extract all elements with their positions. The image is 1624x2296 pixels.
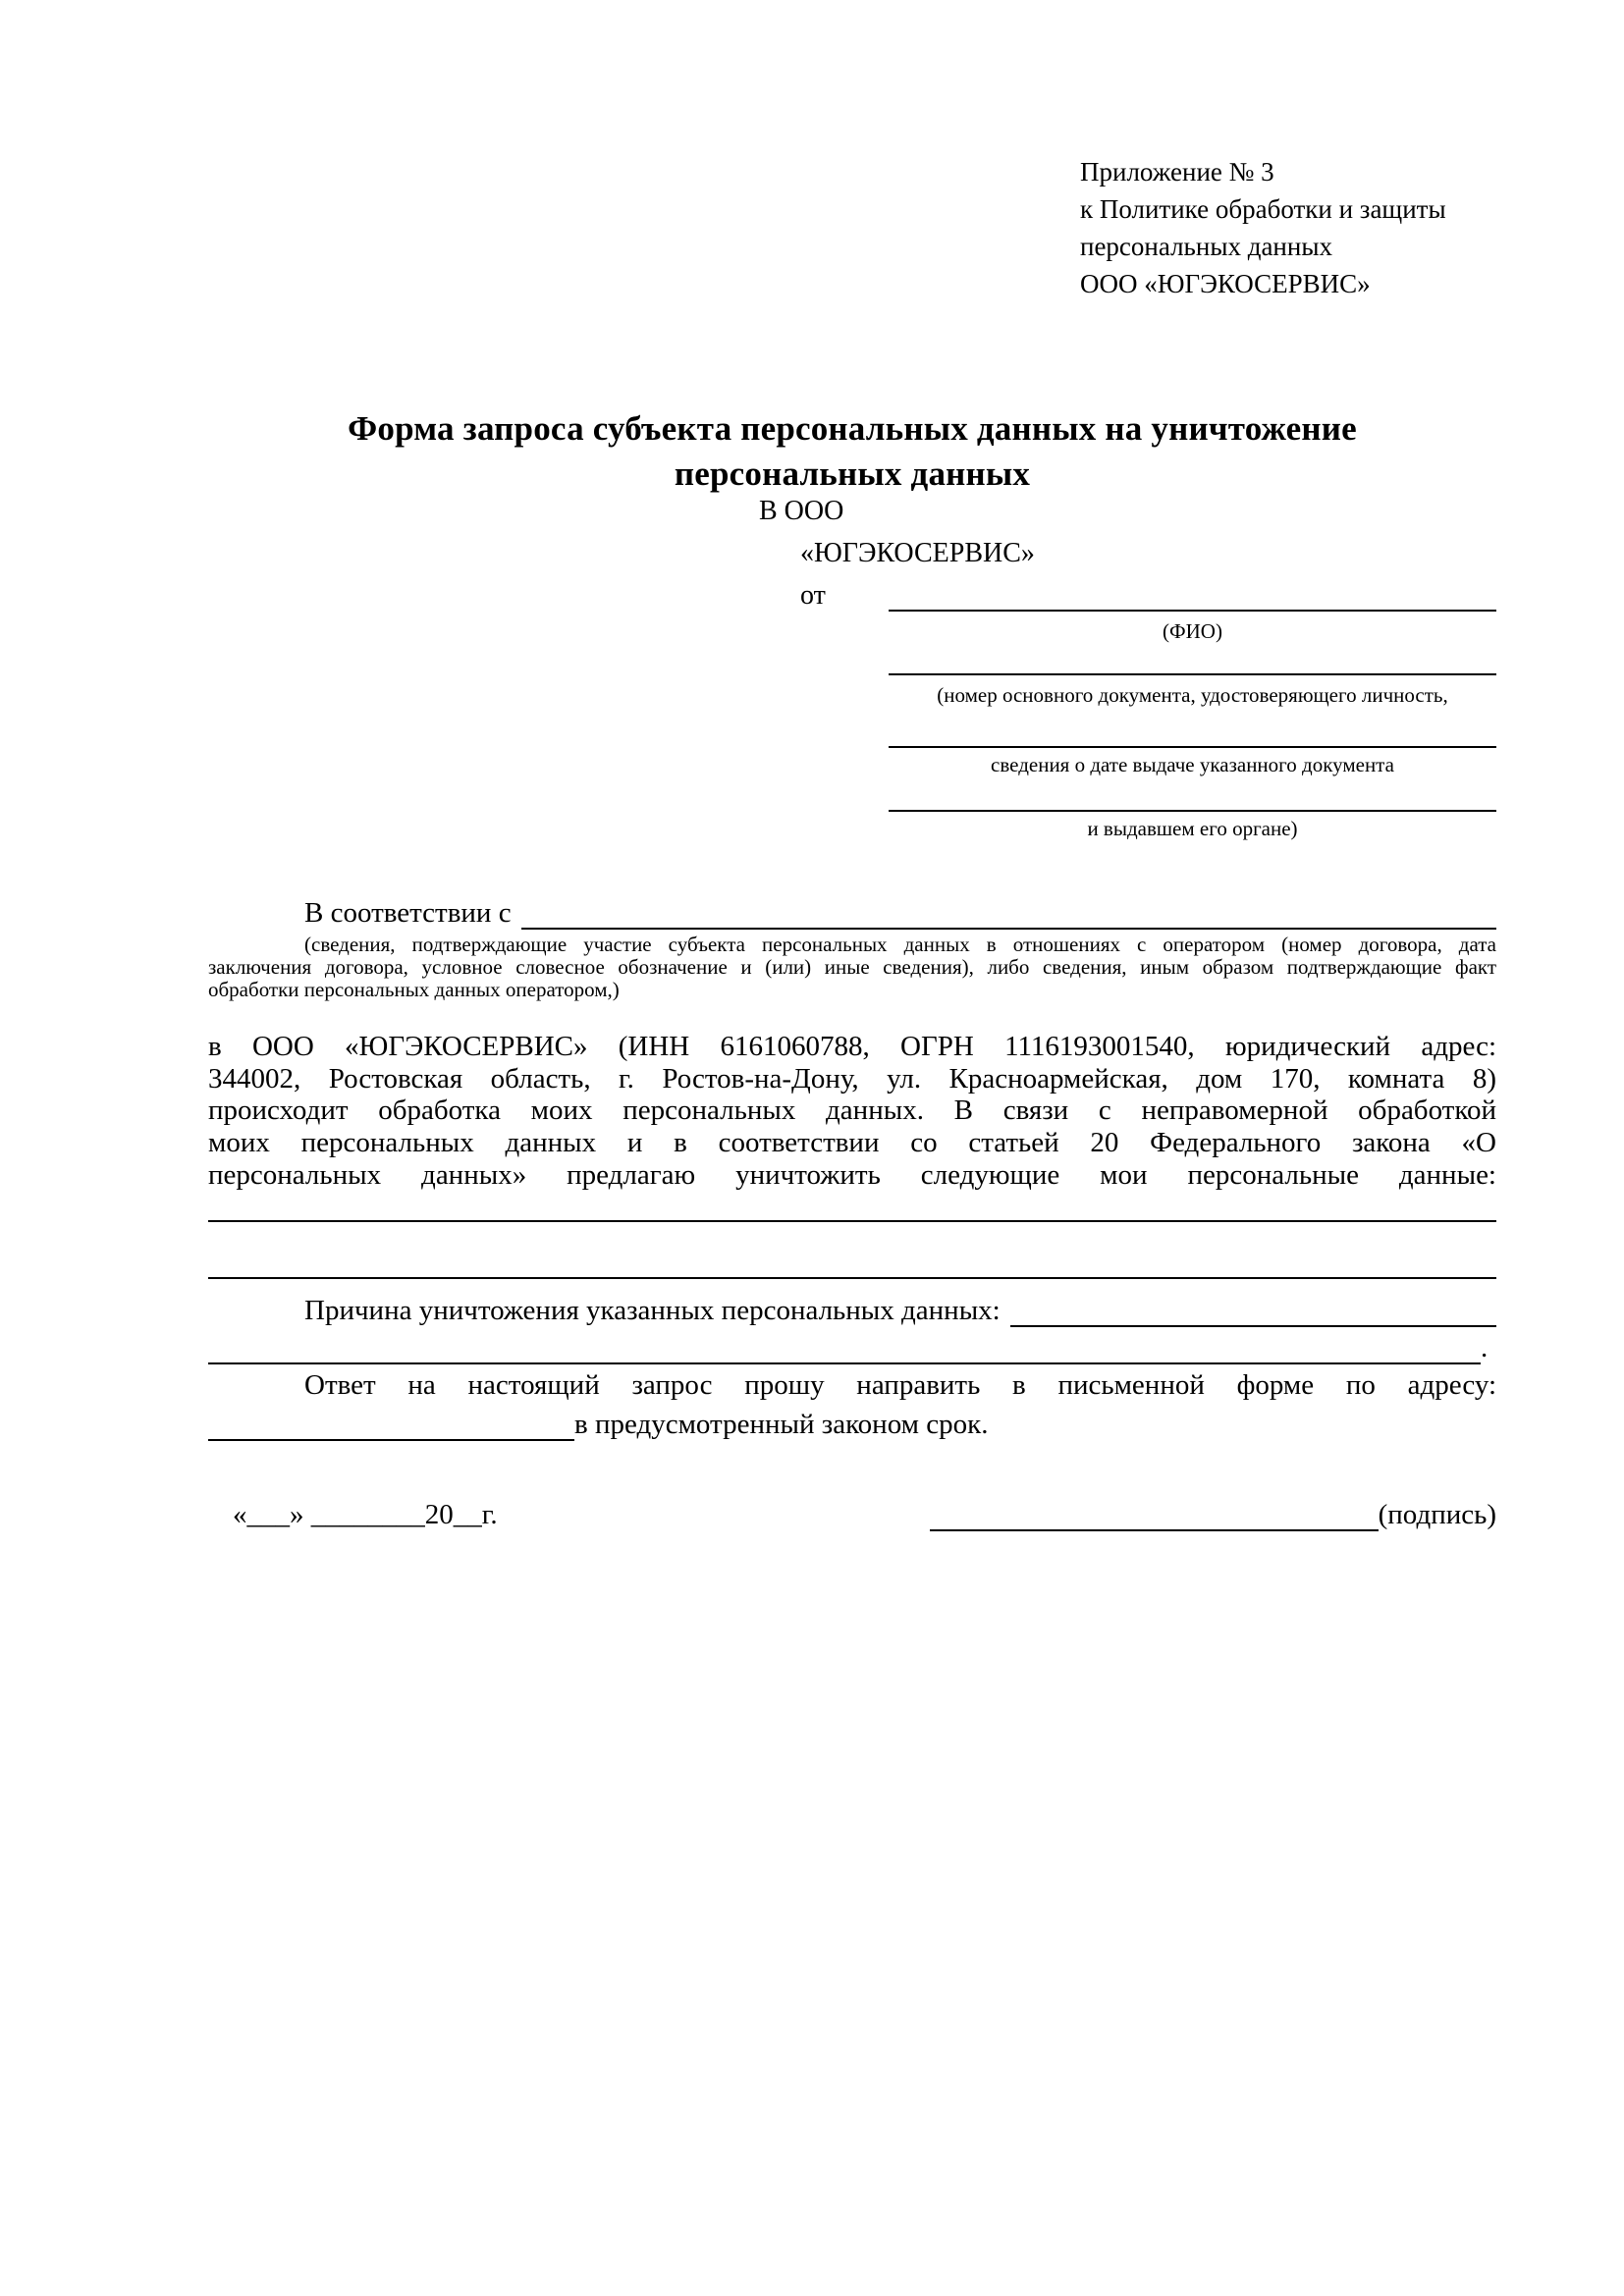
signature-caption: (подпись) [1378,1499,1496,1530]
reason-row [304,1294,1496,1327]
reason-label: Причина уничтожения указанных персональных данных: [304,1295,1001,1326]
page-title-line-1: Форма запроса субъекта персональных данных на уничтожение [348,409,1357,448]
signature-row [930,1498,1496,1531]
issue-date-blank-line [889,746,1496,748]
appendix-line-pd: персональных данных [1080,232,1332,261]
note-line: (сведения, подтверждающие участие субъекта персональных данных в отношениях с оператором (номер договора, дата [304,933,1496,956]
doc-number-blank-line [889,673,1496,675]
appendix-line-org: ООО «ЮГЭКОСЕРВИС» [1080,269,1371,298]
note-paragraph [208,934,1496,1001]
destroy-data-blank-line-1 [208,1220,1496,1222]
address-term-row [208,1408,1496,1441]
appendix-line-policy: к Политике обработки и защиты [1080,194,1446,224]
issue-date-caption: сведения о дате выдаче указанного документа [991,753,1394,776]
reason-blank-line [1010,1294,1496,1327]
address-blank-line [208,1408,574,1441]
doc-number-caption: (номер основного документа, удостоверяющего личность, [937,683,1448,707]
according-blank-line [521,896,1496,930]
issue-authority-blank-line [889,810,1496,812]
according-row [304,896,1496,930]
addressee-to-org: В ООО [759,496,844,526]
reason-period: . [1481,1332,1489,1363]
page-title-line-2: персональных данных [674,454,1031,493]
body-line: персональных данных» предлагаю уничтожить следующие мои персональные данные: [208,1159,1496,1191]
fio-caption: (ФИО) [1163,619,1222,643]
body-line: происходит обработка моих персональных данных. В связи с неправомерной обработкой [208,1095,1496,1126]
term-text: в предусмотренный законом срок. [574,1409,989,1440]
note-line: заключения договора, условное словесное обозначение и (или) иные сведения), либо сведения, иным образом подтверждающие факт [208,955,1496,979]
body-line: в ООО «ЮГЭКОСЕРВИС» (ИНН 6161060788, ОГРН 1116193001540, юридический адрес: [208,1031,1496,1062]
addressee-from-label: от [800,580,826,611]
note-line: обработки персональных данных оператором,) [208,978,620,1001]
date-line: «___» ________20__г. [233,1499,498,1530]
reason-continuation-row [208,1331,1496,1364]
fio-blank-line [889,610,1496,612]
according-label: В соответствии с [304,897,512,929]
signature-blank-line [930,1498,1379,1531]
destroy-data-blank-line-2 [208,1277,1496,1279]
issue-authority-caption: и выдавшем его органе) [1087,817,1298,840]
addressee-org-name: «ЮГЭКОСЕРВИС» [800,538,1035,568]
body-line: моих персональных данных и в соответствии со статьей 20 Федерального закона «О [208,1127,1496,1158]
body-line: 344002, Ростовская область, г. Ростов-на-Дону, ул. Красноармейская, дом 170, комната 8) [208,1063,1496,1095]
answer-paragraph: Ответ на настоящий запрос прошу направить в письменной форме по адресу: [304,1369,1496,1401]
appendix-line-number: Приложение № 3 [1080,157,1274,187]
appendix-block [1080,153,1591,302]
reason-continuation-blank-line [208,1331,1481,1364]
